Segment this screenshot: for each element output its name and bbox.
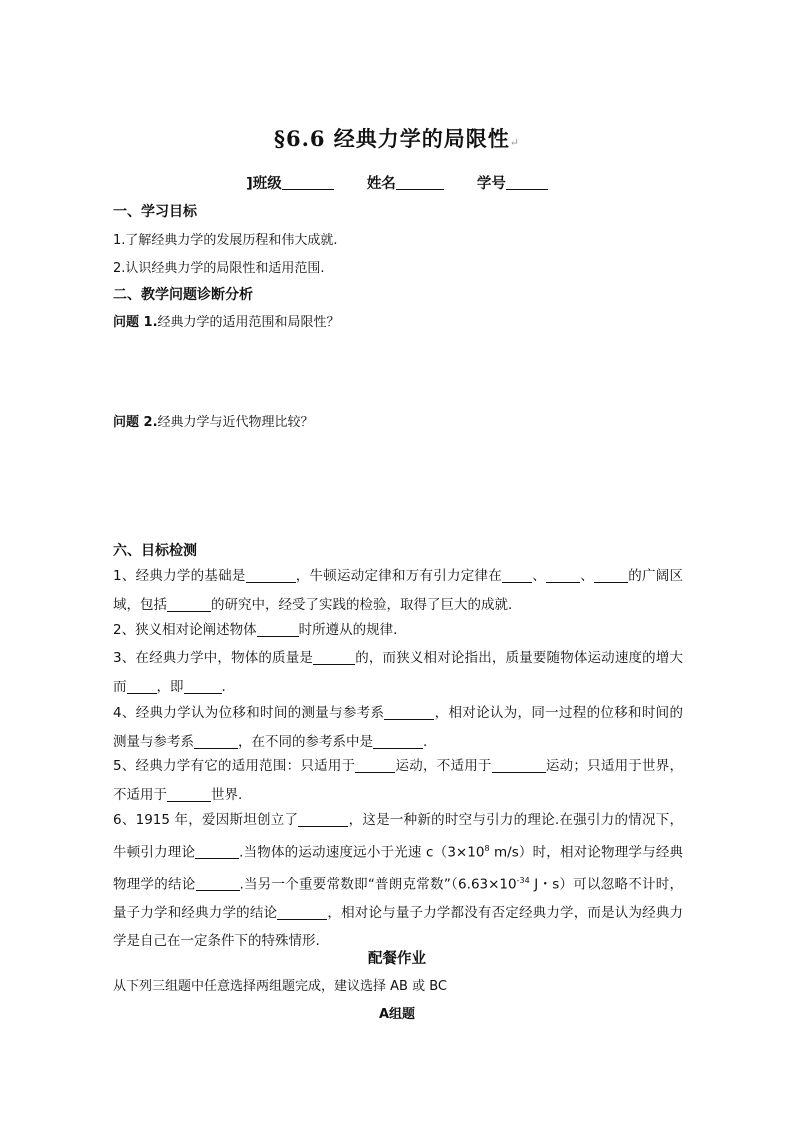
group-a-heading: A组题 [378,1007,416,1022]
ex6-text-b: ，这是一种新的时空与引力的理论.在强引力的情况下，牛顿引力理论 [113,812,683,860]
ex5-text-b: 运动，不适用于 [395,758,492,774]
section2-heading: 二、教学问题诊断分析 [113,287,253,303]
ex5-blank-2 [492,758,546,773]
exercise-2 [113,616,683,645]
ex1-text-a: 1、经典力学的基础是 [113,568,246,584]
title-text: §6.6 经典力学的局限性 [273,126,510,151]
class-label: ]班级 [246,176,282,192]
ex1-text-b: ，牛顿运动定律和万有引力定律在 [295,568,503,584]
ex4-text-a: 4、经典力学认为位移和时间的测量与参考系 [113,705,385,721]
ex3-blank-2 [127,679,157,694]
class-blank [282,175,334,190]
ex3-text-a: 3、在经典力学中，物体的质量是 [113,650,314,666]
ex1-blank-3 [546,568,580,583]
name-blank [396,175,444,190]
ex2-text-b: 时所遵从的规律. [298,622,398,638]
ex3-text-c: ，即 [156,678,184,695]
ex6-text-c: .当物体的运动速度远小于光速 c（3×10 [239,844,485,860]
ex1-blank-1 [246,568,296,583]
question-2 [113,411,314,430]
question-1-label: 问题 1. [113,315,158,330]
name-field [367,172,444,193]
ex3-text-b: 的，而狭义相对论指出，质量要随物体运动速度的增大而 [113,650,684,695]
homework-intro: 从下列三组题中任意选择两组题完成，建议选择 AB 或 BC [113,979,447,994]
student-info-line [0,172,794,193]
ex1-blank-4 [594,568,628,583]
ex6-blank-3 [196,876,240,891]
ex6-blank-4 [277,905,327,920]
question-2-label: 问题 2. [113,415,158,430]
ex5-text-a: 5、经典力学有它的适用范围：只适用于 [113,758,356,774]
id-label: 学号 [476,176,506,192]
ex6-exponent-1: 8 [484,843,490,853]
exercise-4 [113,699,683,756]
ex2-blank-1 [257,622,299,637]
ex6-text-f: J・s）可以忽略不计时，量子力学和经典力学的结论 [113,876,684,921]
return-mark-icon: ↵ [509,136,521,149]
question-2-text: 经典力学与近代物理比较？ [157,415,314,430]
question-1-text: 经典力学的适用范围和局限性？ [157,315,340,330]
homework-heading: 配餐作业 [368,951,426,967]
ex3-text-d: . [221,678,226,695]
ex6-text-e: .当另一个重要常数即“普朗克常数”（6.63×10 [239,876,517,892]
exercise-1 [113,562,683,619]
objective-item-2: 2.认识经典力学的局限性和适用范围. [113,261,325,276]
exercise-6 [113,806,683,956]
ex4-text-d: . [423,733,428,750]
ex5-text-d: 世界. [211,786,243,803]
ex4-blank-2 [194,734,238,749]
ex6-text-g: ，相对论与量子力学都没有否定经典力学，而是认为经典力学是自己在一定条件下的特殊情形. [113,904,684,949]
ex1-blank-5 [167,597,211,612]
ex5-blank-3 [167,787,211,802]
ex1-text-c: 、 [532,568,547,584]
ex4-text-b: ，相对论认为，同一过程的位移和时间的测量与参考系 [113,705,683,750]
section1-heading: 一、学习目标 [113,204,197,220]
ex1-text-e: 的广阔区域，包括 [113,568,684,613]
ex3-blank-3 [184,679,222,694]
question-1 [113,311,340,330]
id-field [477,172,548,193]
ex4-text-c: ，在不同的参考系中是 [238,733,373,750]
ex6-text-a: 6、1915 年，爱因斯坦创立了 [113,812,299,828]
objective-item-1: 1.了解经典力学的发展历程和伟大成就. [113,233,338,248]
ex3-blank-1 [313,650,355,665]
ex6-exponent-2: -34 [516,875,530,885]
document-title [0,123,794,153]
ex1-blank-2 [502,568,532,583]
ex6-text-d: m/s）时，相对论物理学与经典物理学的结论 [113,844,684,892]
class-field [246,172,334,193]
name-label: 姓名 [366,176,396,192]
ex5-text-c: 运动；只适用于世界，不适用于 [113,758,684,803]
ex4-blank-1 [384,705,434,720]
ex2-text-a: 2、狭义相对论阐述物体 [113,622,257,638]
ex1-text-f: 的研究中，经受了实践的检验，取得了巨大的成就. [211,596,513,613]
id-blank [506,175,548,190]
section6-heading: 六、目标检测 [113,543,197,559]
ex1-text-d: 、 [580,568,595,584]
exercise-5 [113,752,683,809]
ex6-blank-2 [195,844,239,859]
ex4-blank-3 [373,734,423,749]
ex5-blank-1 [355,758,395,773]
ex6-blank-1 [298,812,348,827]
exercise-3 [113,644,683,701]
